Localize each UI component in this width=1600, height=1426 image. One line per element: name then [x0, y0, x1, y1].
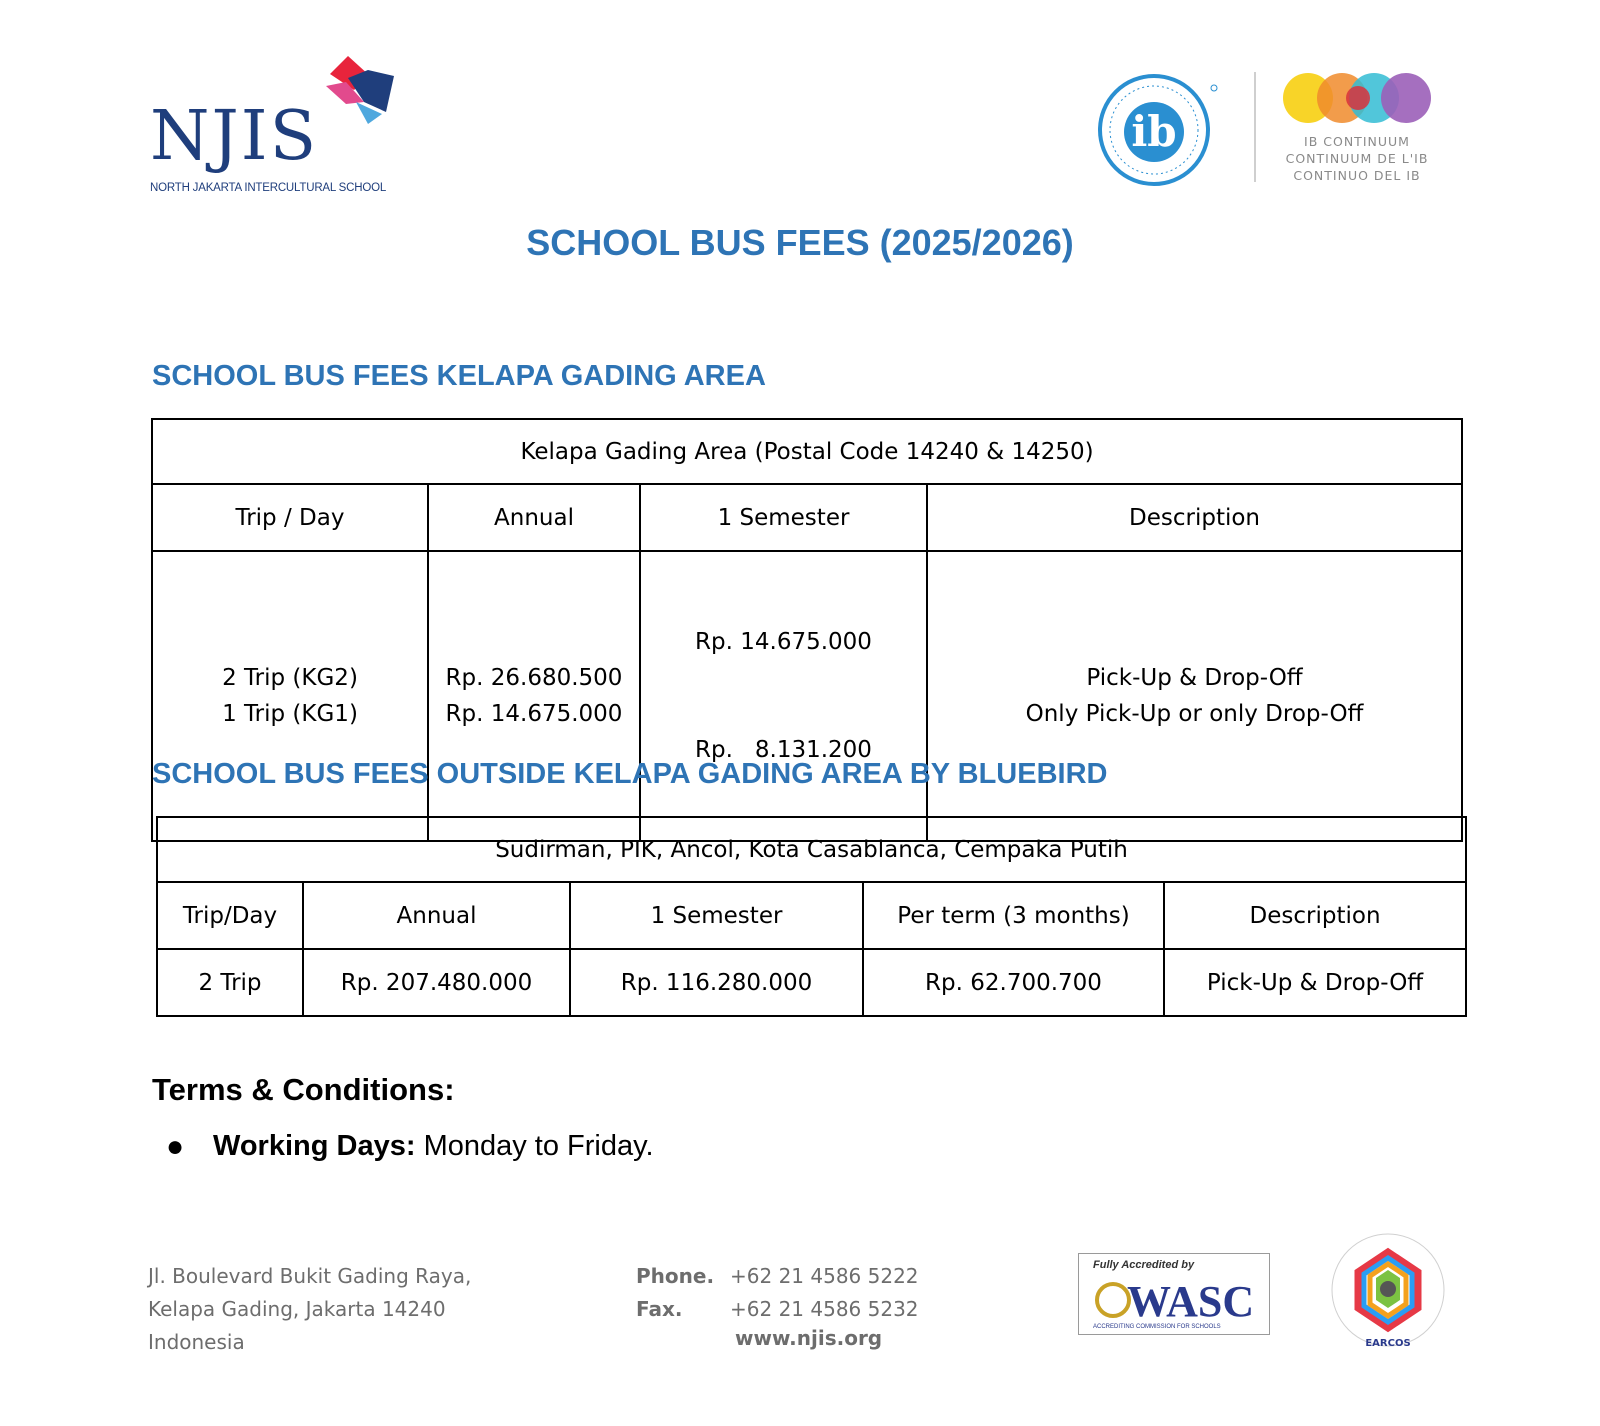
phone-label: Phone.	[636, 1264, 715, 1288]
table-row	[152, 551, 1462, 841]
earcos-badge	[1322, 1228, 1454, 1352]
fax-label: Fax.	[636, 1297, 683, 1321]
column-header: 1 Semester	[570, 882, 863, 949]
table-row	[157, 949, 1466, 1016]
column-header: Trip/Day	[157, 882, 303, 949]
address-line: Jl. Boulevard Bukit Gading Raya,	[148, 1264, 472, 1288]
terms-item-text: Monday to Friday.	[415, 1130, 654, 1162]
column-header: Description	[927, 484, 1462, 551]
outside-fees-table	[156, 816, 1467, 1017]
annual-cell	[428, 551, 640, 841]
logo-wordmark: NJIS	[150, 97, 319, 176]
ib-world-school-logo	[1096, 70, 1220, 190]
trip-cell	[152, 551, 428, 841]
cell-value: Pick-Up & Drop-Off	[1086, 665, 1303, 691]
logo-subtitle: NORTH JAKARTA INTERCULTURAL SCHOOL	[150, 182, 387, 194]
table-caption: Kelapa Gading Area (Postal Code 14240 & 14250)	[152, 419, 1462, 484]
bullet-icon: ●	[166, 1130, 185, 1163]
column-header: Annual	[303, 882, 570, 949]
cell-value: Rp. 14.675.000	[445, 701, 623, 727]
continuum-circles-icon	[1282, 72, 1432, 128]
continuum-line: IB CONTINUUM	[1304, 134, 1410, 149]
terms-heading: Terms & Conditions:	[152, 1072, 455, 1107]
continuum-line: CONTINUO DEL IB	[1293, 168, 1421, 183]
section-heading-kelapa: SCHOOL BUS FEES KELAPA GADING AREA	[152, 360, 766, 392]
section-heading-outside: SCHOOL BUS FEES OUTSIDE KELAPA GADING AREA BY BLUEBIRD	[152, 758, 1108, 790]
svg-text:Fully Accredited by: Fully Accredited by	[1093, 1259, 1195, 1271]
wasc-accreditation-badge	[1078, 1253, 1270, 1335]
cell-value: Rp. 26.680.500	[445, 665, 623, 691]
terms-item-label: Working Days:	[213, 1130, 416, 1162]
term-cell: Rp. 62.700.700	[863, 949, 1164, 1016]
fax-number: +62 21 4586 5232	[730, 1297, 919, 1321]
ib-continuum-logo	[1282, 72, 1432, 188]
website-link[interactable]: www.njis.org	[735, 1326, 883, 1350]
column-header: Description	[1164, 882, 1466, 949]
annual-cell: Rp. 207.480.000	[303, 949, 570, 1016]
column-header: Per term (3 months)	[863, 882, 1164, 949]
footer-address	[148, 1260, 471, 1359]
address-line: Indonesia	[148, 1330, 245, 1354]
cell-value: 1 Trip (KG1)	[222, 701, 358, 727]
continuum-line: CONTINUUM DE L'IB	[1285, 151, 1429, 166]
column-header: Annual	[428, 484, 640, 551]
page-title: SCHOOL BUS FEES (2025/2026)	[526, 222, 1074, 263]
cell-value: Only Pick-Up or only Drop-Off	[1025, 701, 1364, 727]
svg-text:ACCREDITING COMMISSION FOR SCH: ACCREDITING COMMISSION FOR SCHOOLS	[1093, 1324, 1221, 1330]
svg-text:EARCOS: EARCOS	[1365, 1338, 1411, 1349]
svg-text:ib: ib	[1131, 107, 1177, 156]
njis-logo	[150, 56, 410, 202]
description-cell: Pick-Up & Drop-Off	[1164, 949, 1466, 1016]
phone-number: +62 21 4586 5222	[730, 1264, 919, 1288]
terms-item	[213, 1130, 654, 1163]
svg-text:WASC: WASC	[1127, 1277, 1255, 1326]
semester-cell: Rp. 116.280.000	[570, 949, 863, 1016]
footer-contact	[636, 1260, 919, 1326]
address-line: Kelapa Gading, Jakarta 14240	[148, 1297, 446, 1321]
table-caption: Sudirman, PIK, Ancol, Kota Casablanca, Cempaka Putih	[157, 817, 1466, 882]
semester-cell	[640, 551, 927, 841]
cell-value: 2 Trip (KG2)	[222, 665, 358, 691]
header-divider	[1254, 72, 1256, 182]
cell-value: Rp. 8.131.200	[695, 737, 872, 763]
description-cell	[927, 551, 1462, 841]
column-header: 1 Semester	[640, 484, 927, 551]
cell-value: Rp. 14.675.000	[695, 629, 872, 655]
column-header: Trip / Day	[152, 484, 428, 551]
trip-cell: 2 Trip	[157, 949, 303, 1016]
